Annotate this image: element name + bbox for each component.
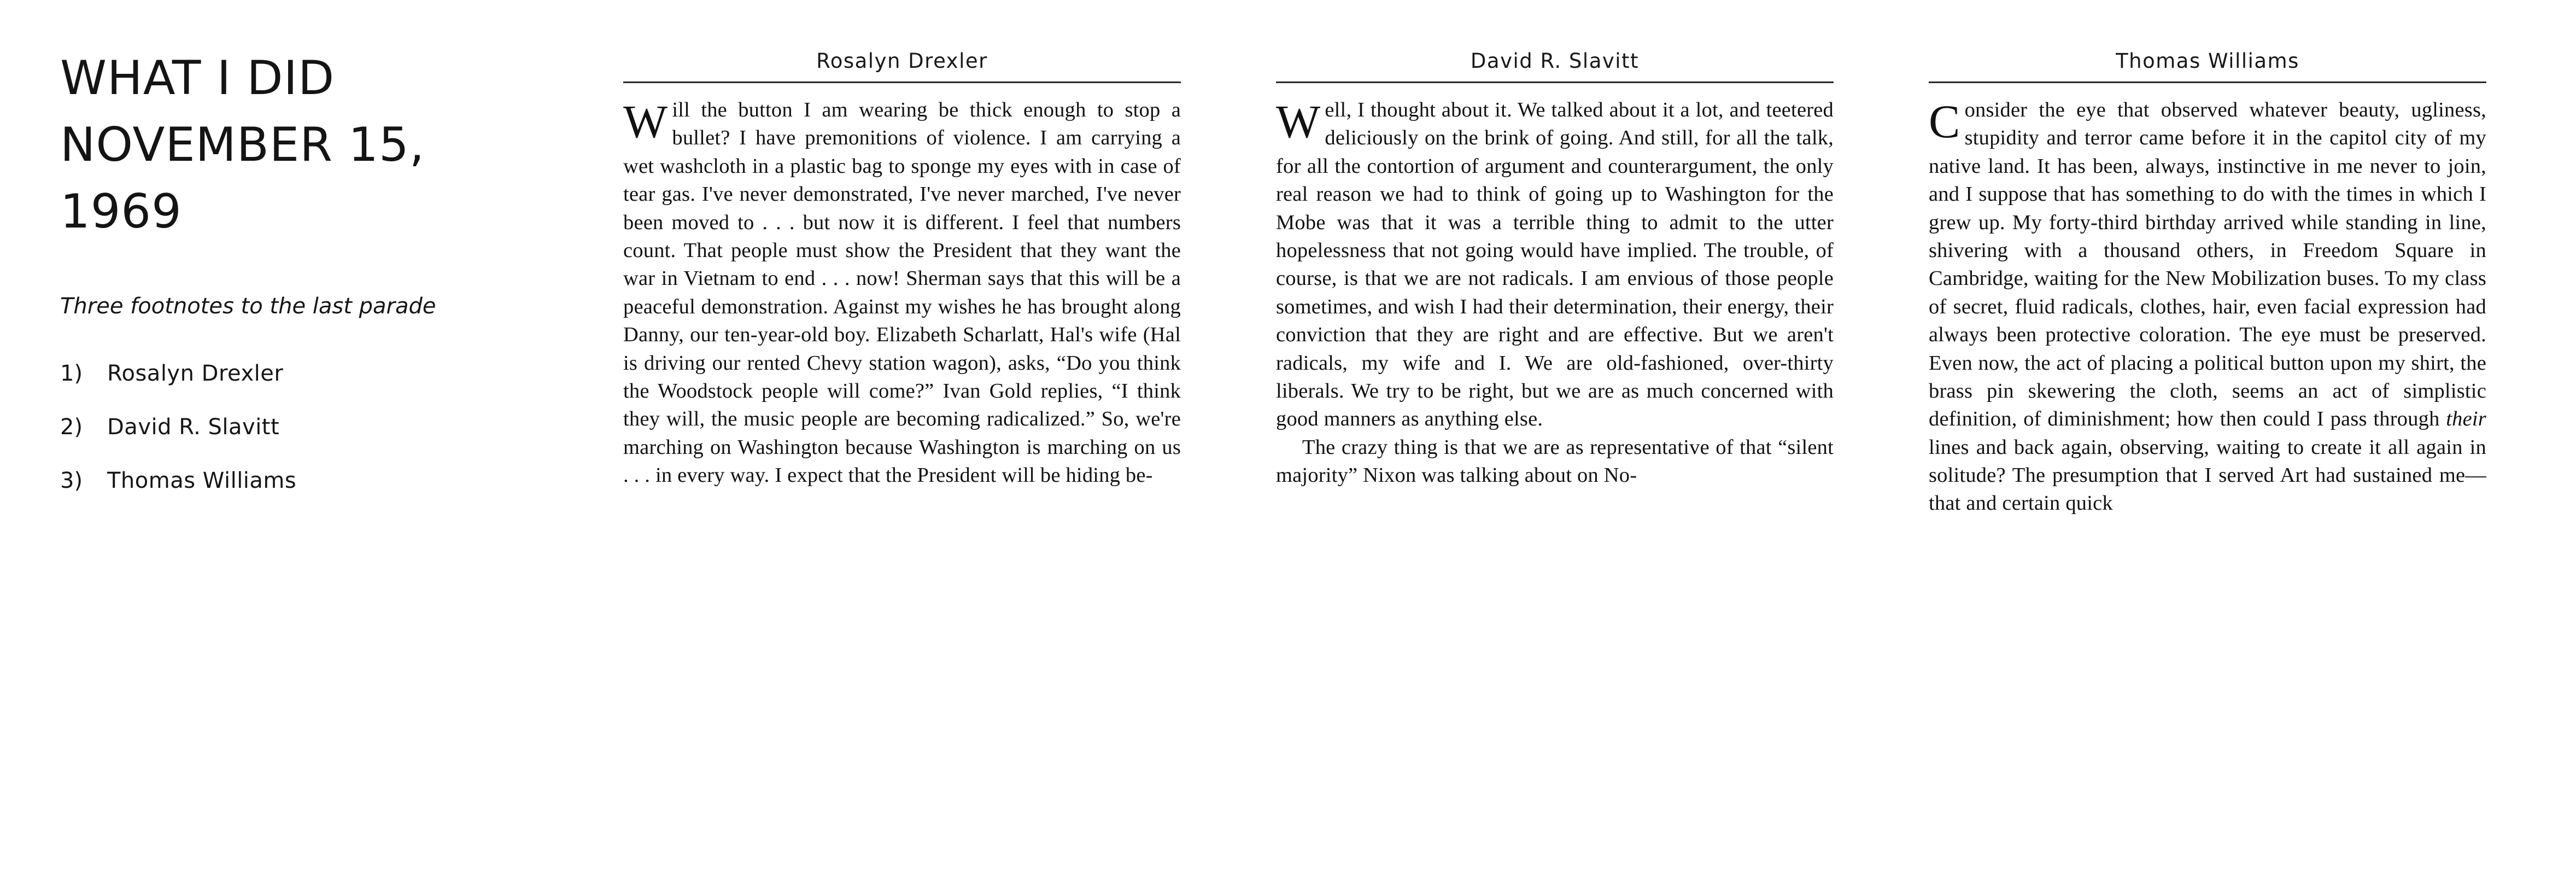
toc-author-name: Rosalyn Drexler bbox=[107, 361, 284, 387]
toc-number: 3) bbox=[60, 468, 83, 494]
drop-cap: C bbox=[1929, 96, 1960, 148]
toc-author-name: Thomas Williams bbox=[107, 468, 297, 494]
page-title-line-1: WHAT I DID bbox=[60, 51, 335, 106]
toc-number: 2) bbox=[60, 415, 83, 440]
article-column-drexler bbox=[623, 49, 1181, 489]
drop-cap: W bbox=[1276, 96, 1321, 148]
page-subtitle: Three footnotes to the last parade bbox=[60, 294, 436, 319]
paragraph bbox=[623, 96, 1181, 489]
column-byline: Rosalyn Drexler bbox=[623, 49, 1181, 83]
column-body bbox=[1276, 96, 1834, 489]
paragraph-text: ill the button I am wearing be thick enough to stop a bullet? I have premonitions of violence. I am carrying a wet washcloth in a plastic bag to sponge my eyes with in case of tear gas. I've never demonstrated, I've never marched, I've never been moved to . . . but now it is different. I feel that numbers count. That people must show the President that they want the war in Vietnam to end . . . now! Sherman says that this will be a peaceful demonstration. Against my wishes he has brought along Danny, our ten-year-old boy. Elizabeth Scharlatt, Hal's wife (Hal is driving our rented Chevy station wagon), asks, “Do you think the Woodstock people will come?” Ivan Gold replies, “I think they will, the music people are becoming radicalized.” So, we're marching on Washington because Washington is marching on us . . . in every way. I expect that the President will be hiding be- bbox=[623, 98, 1181, 487]
column-byline: Thomas Williams bbox=[1929, 49, 2486, 83]
paragraph: The crazy thing is that we are as representative of that “silent majority” Nixon was talking about on No- bbox=[1276, 435, 1834, 487]
list-item bbox=[60, 361, 623, 386]
table-of-contents bbox=[60, 361, 623, 493]
list-item bbox=[60, 468, 623, 493]
column-byline: David R. Slavitt bbox=[1276, 49, 1834, 83]
paragraph-text: onsider the eye that observed whatever beauty, ugliness, stupidity and terror came before it in the capitol city of my native land. It has been, always, instinctive in me never to join, and I suppose that has something to do with the times in which I grew up. My forty-third birthday arrived while standing in line, shivering with a thousand others, in Freedom Square in Cambridge, waiting for the New Mobilization buses. To my class of secret, fluid radicals, clothes, hair, even facial expression had always been protective coloration. The eye must be preserved. Even now, the act of placing a political button upon my shirt, the brass pin skewering the cloth, seems an act of simplistic definition, of diminishment; how then could I pass through their lines and back again, observing, waiting to create it all again in solitude? The presumption that I served Art had sustained me—that and certain quick bbox=[1929, 98, 2486, 515]
article-column-williams bbox=[1929, 49, 2486, 518]
page-title bbox=[60, 45, 623, 245]
paragraph bbox=[1276, 96, 1834, 434]
page-title-line-2: NOVEMBER 15, bbox=[60, 118, 425, 173]
paragraph bbox=[1929, 96, 2486, 518]
list-item bbox=[60, 415, 623, 440]
paragraph-text: ell, I thought about it. We talked about it a lot, and teetered deliciously on the brink of going. And still, for all the talk, for all the contortion of argument and counterargument, the only real reason we had to think of going up to Washington for the Mobe was that it was a terrible thing to admit to the utter hopelessness that not going would have implied. The trouble, of course, is that we are not radicals. I am envious of those people sometimes, and wish I had their determination, their energy, their conviction that they are right and are effective. But we aren't radicals, my wife and I. We are old-fashioned, over-thirty liberals. We try to be right, but we are as much concerned with good manners as anything else. bbox=[1276, 98, 1834, 431]
page-title-line-3: 1969 bbox=[60, 184, 182, 240]
article-column-slavitt bbox=[1276, 49, 1834, 489]
masthead bbox=[44, 33, 623, 522]
text-columns bbox=[623, 33, 2532, 518]
column-body bbox=[1929, 96, 2486, 518]
toc-author-name: David R. Slavitt bbox=[107, 415, 280, 440]
column-body bbox=[623, 96, 1181, 489]
toc-number: 1) bbox=[60, 361, 83, 387]
drop-cap: W bbox=[623, 96, 668, 148]
